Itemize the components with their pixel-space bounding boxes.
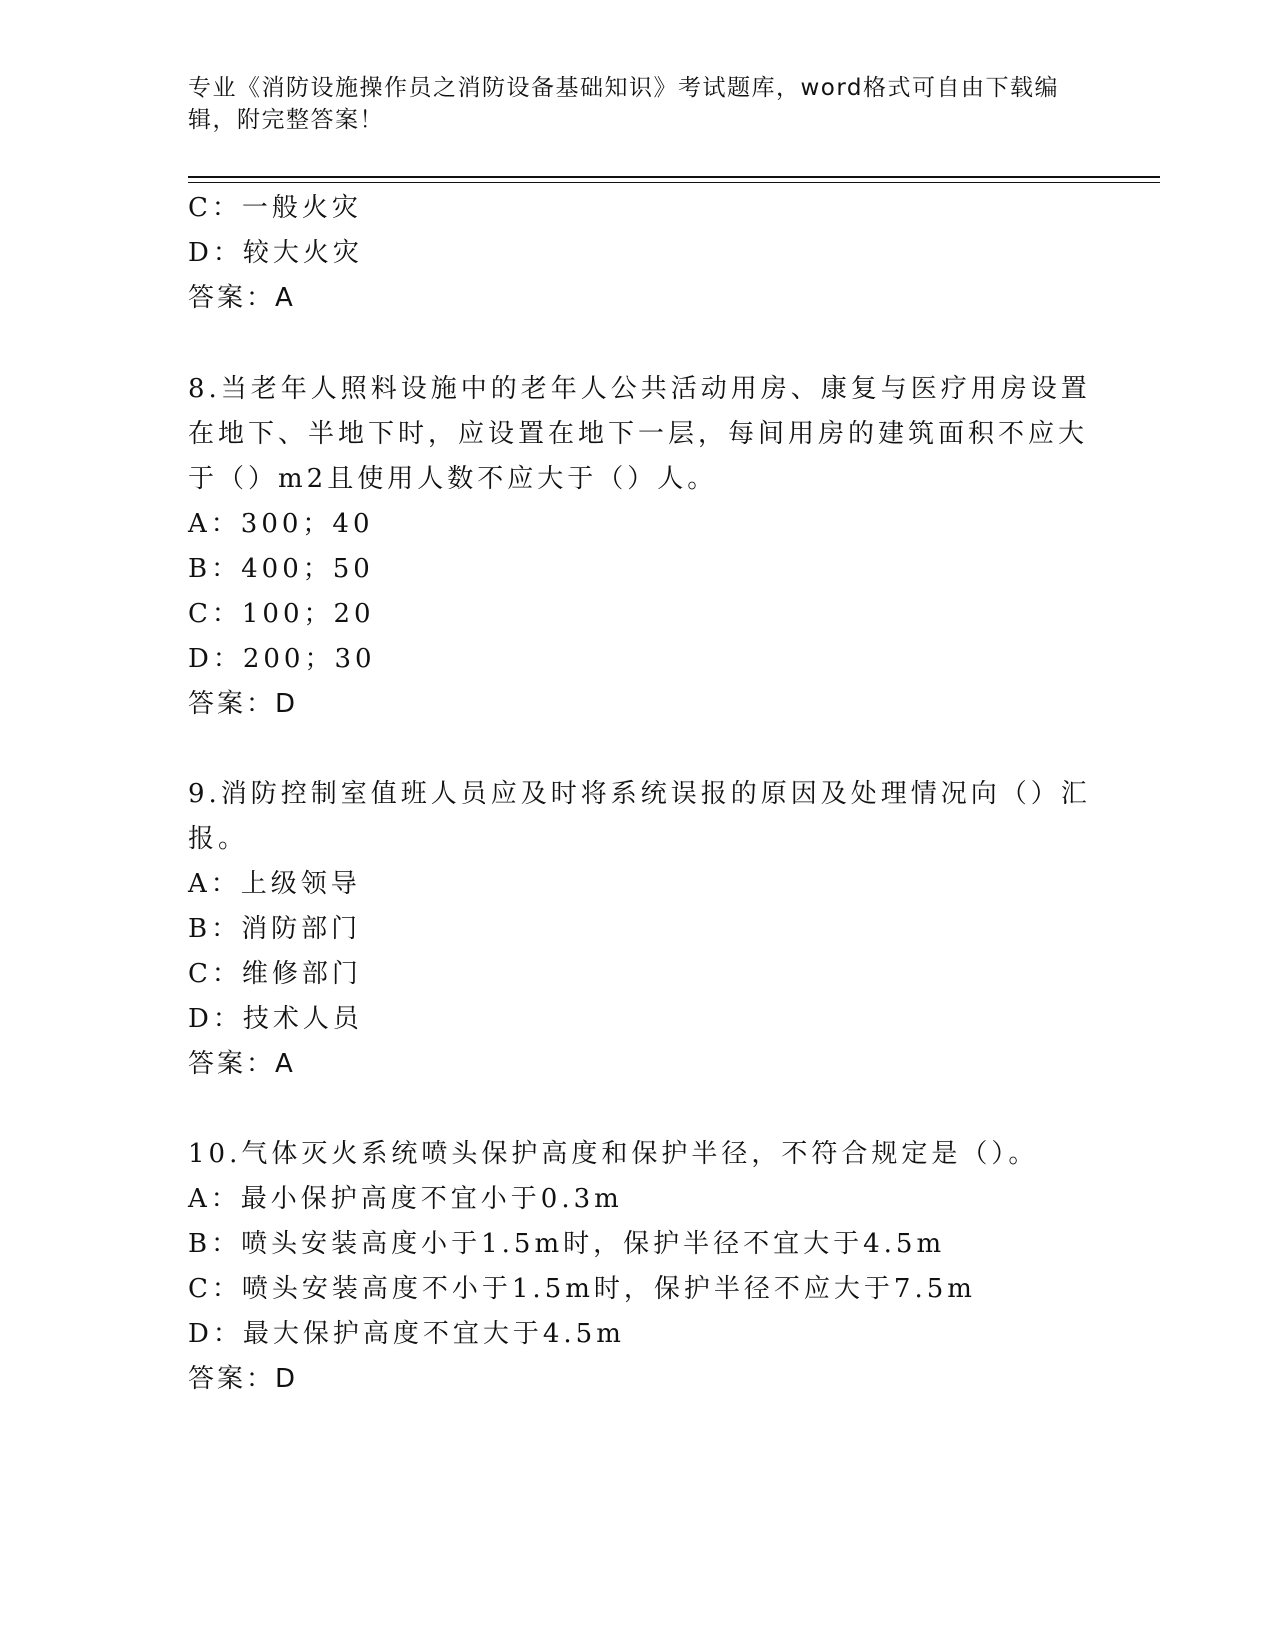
q10-option-a: A：最小保护高度不宜小于0.3m — [188, 1184, 623, 1214]
q8-option-b: B：400；50 — [188, 554, 374, 584]
prev-question-option-c: C：一般火灾 — [188, 193, 362, 223]
q8-stem-line-1: 8.当老年人照料设施中的老年人公共活动用房、康复与医疗用房设置 — [188, 374, 1091, 404]
q10-option-b: B：喷头安装高度小于1.5m时，保护半径不宜大于4.5m — [188, 1229, 946, 1259]
q8-stem-line-3: 于（）m2且使用人数不应大于（）人。 — [188, 464, 718, 494]
q10-answer: 答案：D — [188, 1364, 299, 1394]
q8-stem-line-2: 在地下、半地下时，应设置在地下一层，每间用房的建筑面积不应大 — [188, 419, 1089, 449]
document-header: 专业《消防设施操作员之消防设备基础知识》考试题库，word格式可自由下载编辑，附完整答案！ — [188, 75, 1060, 133]
q10-stem-line-1: 10.气体灭火系统喷头保护高度和保护半径，不符合规定是（）。 — [188, 1139, 1039, 1169]
prev-question-answer: 答案：A — [188, 283, 296, 313]
q8-option-d: D：200；30 — [188, 644, 376, 674]
q10-option-c: C：喷头安装高度不小于1.5m时，保护半径不应大于7.5m — [188, 1274, 976, 1304]
q9-answer: 答案：A — [188, 1049, 296, 1079]
q9-stem-line-2: 报。 — [188, 824, 249, 854]
q8-option-a: A：300；40 — [188, 509, 374, 539]
q10-option-d: D：最大保护高度不宜大于4.5m — [188, 1319, 625, 1349]
header-divider-thick — [188, 176, 1160, 178]
prev-question-option-d: D：较大火灾 — [188, 238, 363, 268]
q9-option-a: A：上级领导 — [188, 869, 361, 899]
q8-option-c: C：100；20 — [188, 599, 375, 629]
q8-answer: 答案：D — [188, 689, 299, 719]
q9-option-b: B：消防部门 — [188, 914, 362, 944]
header-divider-thin — [188, 182, 1160, 183]
q9-stem-line-1: 9.消防控制室值班人员应及时将系统误报的原因及处理情况向（）汇 — [188, 779, 1091, 809]
q9-option-c: C：维修部门 — [188, 959, 362, 989]
q9-option-d: D：技术人员 — [188, 1004, 363, 1034]
